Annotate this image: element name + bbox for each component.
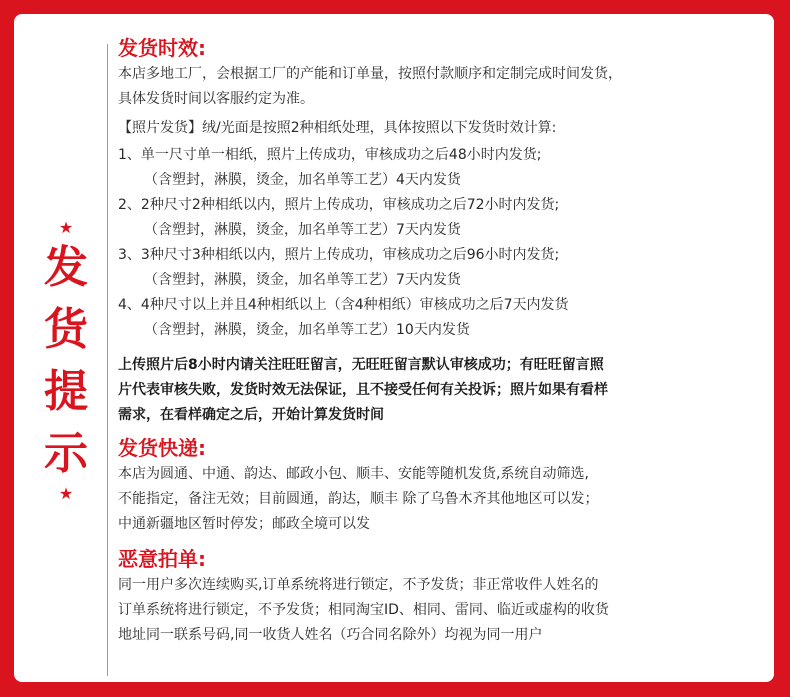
rule-3-line: 3、3种尺寸3种相纸以内，照片上传成功，审核成功之后96小时内发货;	[118, 247, 560, 263]
shipping-time-section	[118, 34, 768, 428]
courier-line-3: 中通新疆地区暂时停发；邮政全境可以发	[118, 516, 370, 532]
title-char-4: 示	[44, 428, 88, 479]
notice-line-1: 上传照片后8小时内请关注旺旺留言，无旺旺留言默认审核成功；有旺旺留言照	[118, 357, 604, 373]
star-icon-bottom: ★	[58, 484, 74, 503]
vertical-title	[36, 237, 96, 485]
content	[118, 34, 768, 648]
rule-1-sub: （含塑封，淋膜，烫金，加名单等工艺）4天内发货	[144, 172, 461, 188]
title-char-2: 货	[44, 304, 88, 355]
notice-line-2: 片代表审核失败，发货时效无法保证，且不接受任何有关投诉；照片如果有看样	[118, 382, 608, 398]
photo-note: 【照片发货】绒/光面是按照2种相纸处理，具体按照以下发货时效计算:	[118, 120, 557, 136]
notice-card	[14, 14, 774, 682]
rule-2-sub: （含塑封，淋膜，烫金，加名单等工艺）7天内发货	[144, 222, 461, 238]
courier-line-1: 本店为圆通、中通、韵达、邮政小包、顺丰、安能等随机发货,系统自动筛选,	[118, 466, 589, 482]
rule-3-sub: （含塑封，淋膜，烫金，加名单等工艺）7天内发货	[144, 272, 461, 288]
title-char-1: 发	[44, 242, 88, 293]
title-char-3: 提	[44, 366, 88, 417]
rule-1-line: 1、单一尺寸单一相纸，照片上传成功，审核成功之后48小时内发货;	[118, 147, 542, 163]
shipping-intro-2: 具体发货时间以客服约定为准。	[118, 91, 314, 107]
rule-4-line: 4、4种尺寸以上并且4种相纸以上（含4种相纸）审核成功之后7天内发货	[118, 297, 569, 313]
malicious-line-2: 订单系统将进行锁定，不予发货；相同淘宝ID、相同、雷同、临近或虚构的收货	[118, 602, 609, 618]
malicious-line-1: 同一用户多次连续购买,订单系统将进行锁定，不予发货；非正常收件人姓名的	[118, 577, 599, 593]
divider-line	[107, 44, 108, 676]
courier-line-2: 不能指定，备注无效；目前圆通，韵达，顺丰 除了乌鲁木齐其他地区可以发；	[118, 491, 599, 507]
courier-section	[118, 434, 768, 537]
courier-heading: 发货快递:	[118, 436, 206, 460]
malicious-heading: 恶意拍单:	[118, 547, 206, 571]
shipping-intro-1: 本店多地工厂，会根据工厂的产能和订单量，按照付款顺序和定制完成时间发货，	[118, 66, 622, 82]
rule-4-sub: （含塑封，淋膜，烫金，加名单等工艺）10天内发货	[144, 322, 470, 338]
star-icon-top: ★	[58, 218, 74, 237]
notice-line-3: 需求，在看样确定之后，开始计算发货时间	[118, 407, 384, 423]
malicious-order-section	[118, 545, 768, 648]
rule-2-line: 2、2种尺寸2种相纸以内，照片上传成功，审核成功之后72小时内发货;	[118, 197, 560, 213]
side-title	[36, 219, 96, 503]
malicious-line-3: 地址同一联系号码,同一收货人姓名（巧合同名除外）均视为同一用户	[118, 627, 543, 643]
shipping-time-heading: 发货时效:	[118, 36, 206, 60]
